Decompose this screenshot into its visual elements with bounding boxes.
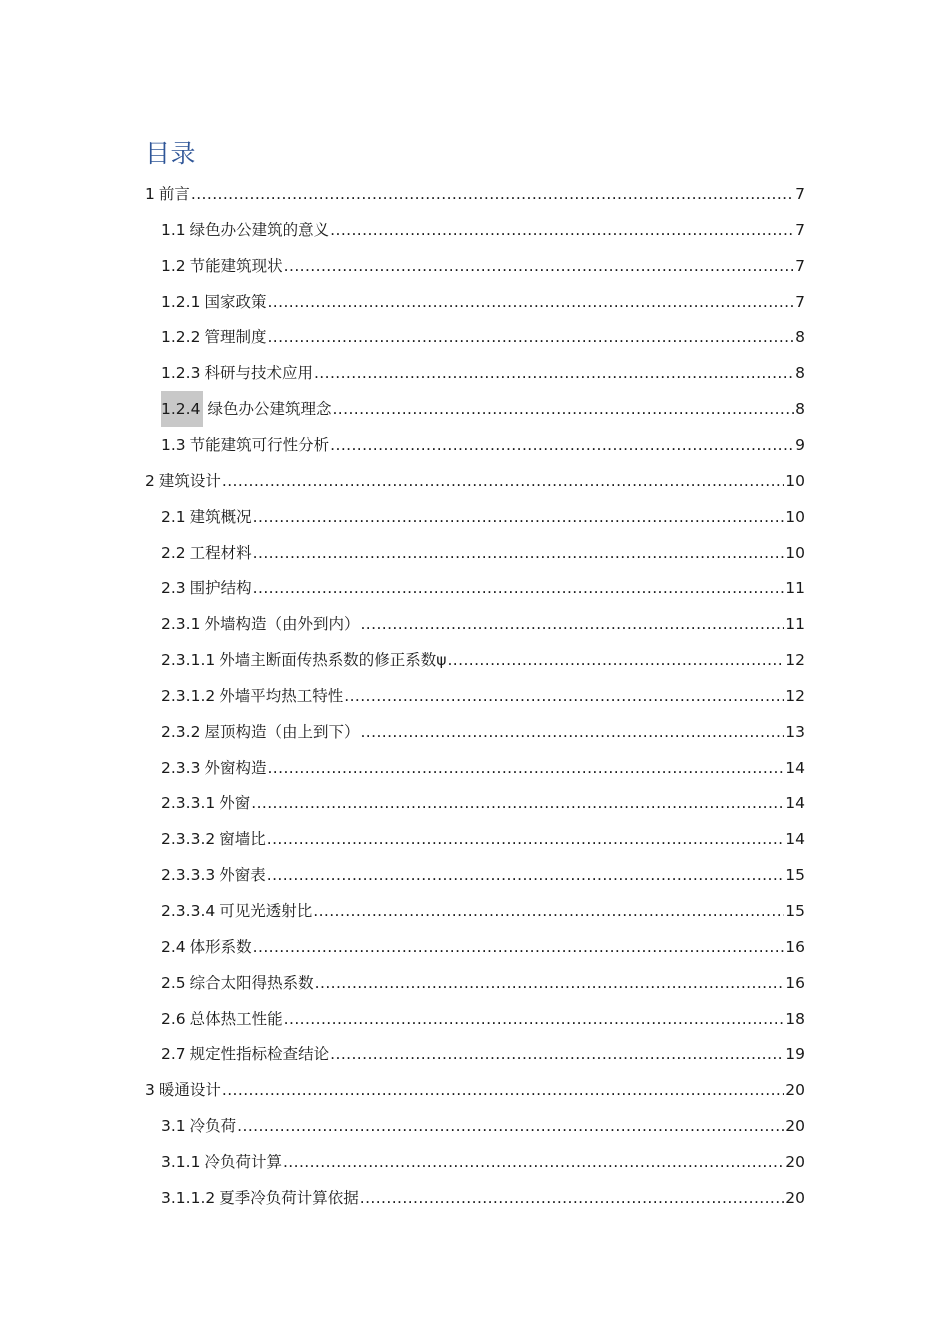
toc-entry[interactable]	[161, 535, 805, 571]
toc-entry-number: 2	[145, 471, 155, 490]
toc-entry-page-number: 14	[785, 794, 805, 813]
toc-entry-number: 2.3.3.1	[161, 794, 216, 813]
toc-entry-page-number: 10	[785, 471, 805, 490]
toc-dot-leader	[330, 427, 794, 463]
toc-entry-title: 外墙主断面传热系数的修正系数ψ	[219, 651, 447, 670]
toc-entry-number: 1.2	[161, 256, 186, 275]
toc-entry-page-number: 14	[785, 830, 805, 849]
toc-entry-page-number: 11	[785, 615, 805, 634]
toc-entry-number: 1.2.1	[161, 292, 201, 311]
toc-entry-page-number: 7	[795, 292, 805, 311]
toc-entry-page-number: 15	[785, 866, 805, 885]
toc-dot-leader	[267, 750, 784, 786]
toc-entry-page-number: 8	[795, 364, 805, 383]
toc-entry-number: 2.3.1	[161, 615, 201, 634]
toc-entry-title: 绿色办公建筑的意义	[189, 220, 330, 239]
toc-entry-title: 外墙构造（由外到内）	[204, 615, 360, 634]
toc-entry[interactable]	[161, 355, 805, 391]
toc-entry-title: 外窗表	[219, 866, 266, 885]
toc-dot-leader	[222, 1072, 784, 1108]
toc-entry-number: 3.1.1.2	[161, 1188, 216, 1207]
toc-dot-leader	[313, 893, 784, 929]
toc-entry-number: 3.1.1	[161, 1152, 201, 1171]
toc-entry-number: 1.1	[161, 220, 186, 239]
toc-dot-leader	[222, 463, 784, 499]
toc-dot-leader	[267, 821, 785, 857]
toc-entry-page-number: 11	[785, 579, 805, 598]
toc-entry[interactable]	[161, 929, 805, 965]
toc-entry-page-number: 10	[785, 507, 805, 526]
toc-entry-number: 1.2.3	[161, 364, 201, 383]
toc-entry-title: 前言	[158, 185, 190, 203]
toc-entry-title: 节能建筑可行性分析	[189, 435, 330, 454]
toc-dot-leader	[253, 929, 785, 965]
toc-entry-page-number: 9	[795, 435, 805, 454]
toc-entry-page-number: 14	[785, 758, 805, 777]
toc-entry[interactable]	[161, 965, 805, 1001]
toc-entry-title: 国家政策	[204, 292, 267, 311]
toc-entry[interactable]	[161, 248, 805, 284]
toc-entry-number: 1.2.2	[161, 328, 201, 347]
toc-entry[interactable]	[145, 176, 805, 212]
toc-dot-leader	[284, 1001, 785, 1037]
toc-entry-number: 2.7	[161, 1045, 186, 1064]
toc-entry[interactable]	[161, 499, 805, 535]
toc-entry-number: 2.3.3	[161, 758, 201, 777]
toc-entry-title: 冷负荷计算	[204, 1152, 282, 1171]
toc-dot-leader	[253, 535, 785, 571]
toc-entry-page-number: 7	[795, 256, 805, 275]
toc-entry-page-number: 16	[785, 937, 805, 956]
toc-entry-title: 外窗构造	[204, 758, 267, 777]
toc-entry-number: 2.3	[161, 579, 186, 598]
toc-entry-title: 冷负荷	[189, 1117, 237, 1136]
toc-dot-leader	[283, 1144, 784, 1180]
toc-entry-page-number: 18	[785, 1009, 805, 1028]
toc-dot-leader	[253, 570, 785, 606]
toc-title: 目录	[145, 139, 197, 168]
toc-entry[interactable]	[161, 570, 805, 606]
toc-entry[interactable]	[161, 391, 805, 427]
toc-dot-leader	[330, 212, 794, 248]
toc-entry[interactable]	[161, 821, 805, 857]
toc-entry[interactable]	[161, 1108, 805, 1144]
toc-entry-title: 科研与技术应用	[204, 364, 313, 383]
toc-entry-title: 外墙平均热工特性	[219, 686, 344, 705]
toc-entry-page-number: 20	[785, 1117, 805, 1136]
toc-dot-leader	[447, 642, 784, 678]
toc-entry-title: 暖通设计	[158, 1081, 221, 1100]
toc-dot-leader	[314, 355, 794, 391]
toc-dot-leader	[344, 678, 784, 714]
toc-entry[interactable]	[161, 212, 805, 248]
toc-entry[interactable]	[161, 750, 805, 786]
toc-entry-title: 规定性指标检查结论	[189, 1045, 330, 1064]
toc-entry[interactable]	[161, 1001, 805, 1037]
toc-entry-title: 屋顶构造（由上到下）	[204, 722, 360, 741]
toc-entry-page-number: 20	[785, 1188, 805, 1207]
toc-dot-leader	[330, 1036, 784, 1072]
toc-dot-leader	[360, 714, 784, 750]
toc-entry[interactable]	[161, 714, 805, 750]
toc-entry[interactable]	[161, 678, 805, 714]
toc-entry-number: 1	[145, 185, 155, 203]
toc-entry[interactable]	[161, 427, 805, 463]
toc-dot-leader	[360, 1180, 785, 1216]
toc-dot-leader	[284, 248, 794, 284]
toc-dot-leader	[315, 965, 785, 1001]
toc-dot-leader	[251, 785, 784, 821]
toc-entry[interactable]	[161, 893, 805, 929]
toc-entry-title: 节能建筑现状	[189, 256, 283, 275]
toc-entry-title: 综合太阳得热系数	[189, 973, 314, 992]
toc-entry-title: 夏季冷负荷计算依据	[219, 1188, 359, 1207]
toc-entry-title: 窗墙比	[219, 830, 266, 849]
toc-entry-title: 工程材料	[189, 543, 252, 562]
toc-entry-number: 3	[145, 1081, 155, 1100]
toc-entry-number: 2.3.1.2	[161, 686, 216, 705]
toc-entry[interactable]	[161, 1180, 805, 1216]
toc-entry-number: 2.1	[161, 507, 186, 526]
toc-entry[interactable]	[161, 1036, 805, 1072]
toc-entry-number: 2.3.2	[161, 722, 201, 741]
toc-entry-number: 2.3.1.1	[161, 651, 216, 670]
toc-entry-page-number: 8	[795, 400, 805, 419]
toc-dot-leader	[267, 284, 794, 320]
toc-entry[interactable]	[161, 284, 805, 320]
toc-entry[interactable]	[161, 319, 805, 355]
toc-entry-page-number: 20	[785, 1081, 805, 1100]
toc-entry-number: 2.3.3.4	[161, 902, 216, 920]
toc-entry[interactable]	[161, 857, 805, 893]
toc-entry-number: 2.6	[161, 1009, 186, 1028]
toc-entry-page-number: 16	[785, 973, 805, 992]
toc-entry[interactable]	[161, 642, 805, 678]
toc-entry-page-number: 12	[785, 686, 805, 705]
toc-entry[interactable]	[161, 1144, 805, 1180]
toc-dot-leader	[237, 1108, 784, 1144]
toc-entry-page-number: 8	[795, 328, 805, 347]
toc-entry-number: 2.4	[161, 937, 186, 956]
toc-entry[interactable]	[161, 606, 805, 642]
toc-entry-title: 总体热工性能	[189, 1009, 283, 1028]
toc-entry-page-number: 15	[785, 902, 805, 920]
toc-entry-title: 围护结构	[189, 579, 252, 598]
toc-entry-title: 外窗	[219, 794, 251, 813]
toc-entry-number: 2.5	[161, 973, 186, 992]
toc-entry-title: 可见光透射比	[219, 902, 313, 920]
toc-dot-leader	[332, 391, 794, 427]
toc-dot-leader	[191, 176, 794, 212]
toc-entry-title: 体形系数	[189, 937, 252, 956]
toc-entry-title: 建筑概况	[189, 507, 252, 526]
toc-entry-page-number: 12	[785, 651, 805, 670]
toc-entry-number: 1.2.4	[161, 391, 203, 427]
toc-dot-leader	[360, 606, 784, 642]
toc-entry-title: 建筑设计	[158, 471, 221, 490]
toc-entry-page-number: 7	[795, 185, 805, 203]
toc-entry[interactable]	[145, 1072, 805, 1108]
toc-entry-number: 2.3.3.2	[161, 830, 216, 849]
toc-entry-number: 1.3	[161, 435, 186, 454]
toc-entry-page-number: 19	[785, 1045, 805, 1064]
toc-entry-page-number: 7	[795, 220, 805, 239]
toc-entry-page-number: 10	[785, 543, 805, 562]
toc-entry-page-number: 20	[785, 1152, 805, 1171]
toc-entry[interactable]	[145, 463, 805, 499]
toc-dot-leader	[253, 499, 785, 535]
toc-entry-number: 3.1	[161, 1117, 186, 1136]
toc-entry-title: 绿色办公建筑理念	[207, 400, 332, 419]
toc-entry-title: 管理制度	[204, 328, 267, 347]
toc-entry[interactable]	[161, 785, 805, 821]
toc-dot-leader	[267, 857, 785, 893]
toc-dot-leader	[267, 319, 794, 355]
toc-entry-number: 2.3.3.3	[161, 866, 216, 885]
toc-entry-number: 2.2	[161, 543, 186, 562]
toc-entry-page-number: 13	[785, 722, 805, 741]
